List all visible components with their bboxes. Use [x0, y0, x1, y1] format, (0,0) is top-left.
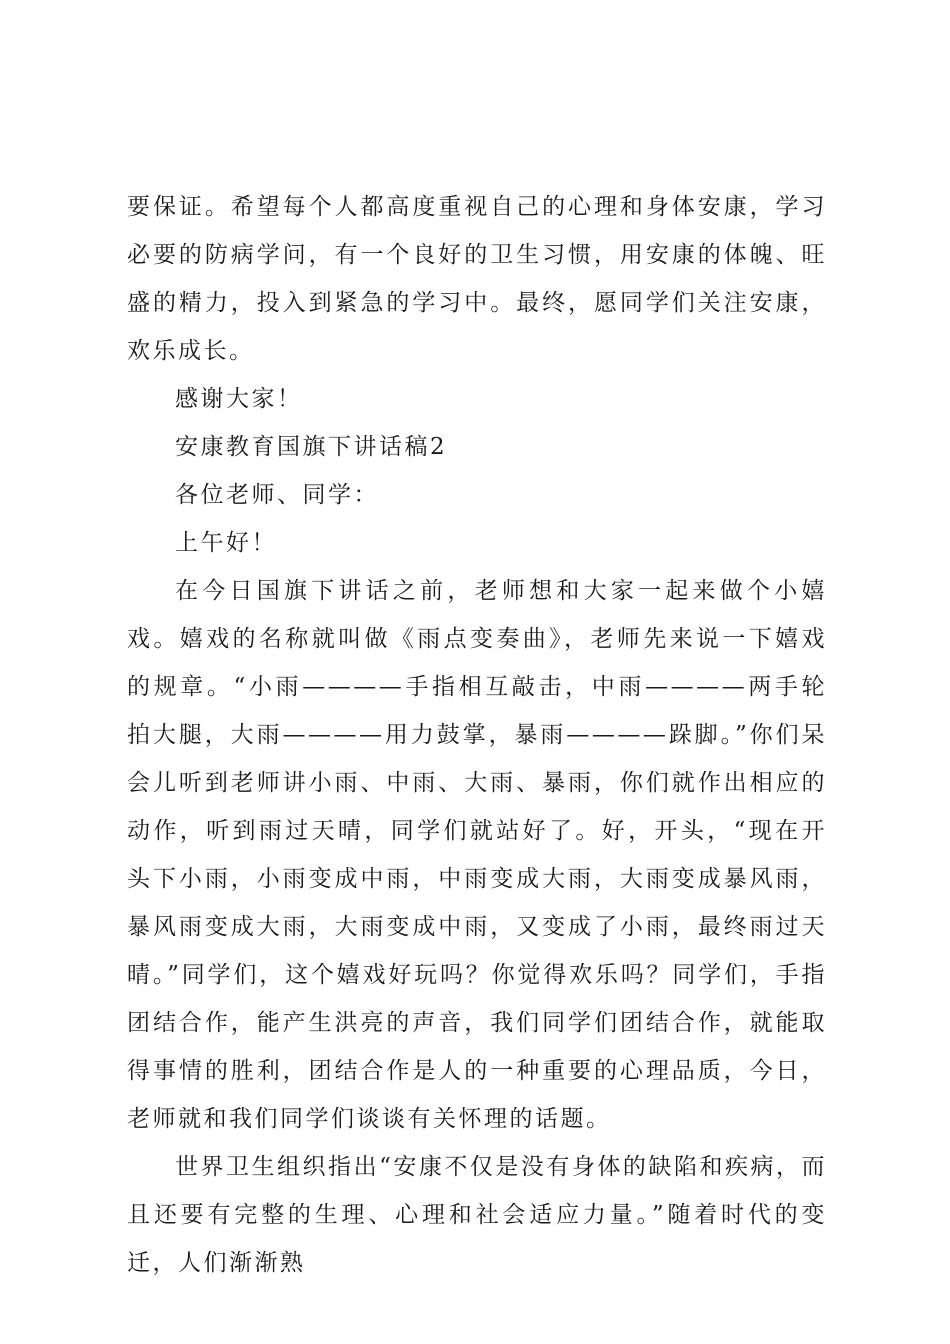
section-title: 安康教育国旗下讲话稿2 [175, 434, 448, 460]
paragraph-continuation: 要保证。希望每个人都高度重视自己的心理和身体安康，学习必要的防病学问，有一个良好的卫生习惯，用安康的体魄、旺盛的精力，投入到紧急的学习中。最终，愿同学们关注安康，欢乐成长。 [127, 194, 827, 364]
paragraph-game: 在今日国旗下讲话之前，老师想和大家一起来做个小嬉戏。嬉戏的名称就叫做《雨点变奏曲》，老师先来说一下嬉戏的规章。“小雨————手指相互敲击，中雨————两手轮拍大腿，大雨————用力鼓掌，暴雨————跺脚。”你们呆会儿听到老师讲小雨、中雨、大雨、暴雨，你们就作出相应的动作，听到雨过天晴，同学们就站好了。好，开头，“现在开头下小雨，小雨变成中雨，中雨变成大雨，大雨变成暴风雨，暴风雨变成大雨，大雨变成中雨，又变成了小雨，最终雨过天晴。”同学们，这个嬉戏好玩吗？你觉得欢乐吗？同学们，手指团结合作，能产生洪亮的声音，我们同学们团结合作，就能取得事情的胜利，团结合作是人的一种重要的心理品质，今日，老师就和我们同学们谈谈有关怀理的话题。 [127, 578, 827, 1132]
document-body [127, 183, 827, 1287]
paragraph-thanks: 感谢大家！ [175, 386, 303, 412]
paragraph-greeting-morning: 上午好！ [175, 530, 277, 556]
paragraph-greeting-audience: 各位老师、同学： [175, 482, 379, 508]
paragraph-who: 世界卫生组织指出“安康不仅是没有身体的缺陷和疾病，而且还要有完整的生理、心理和社会适应力量。”随着时代的变迁，人们渐渐熟 [127, 1154, 827, 1276]
